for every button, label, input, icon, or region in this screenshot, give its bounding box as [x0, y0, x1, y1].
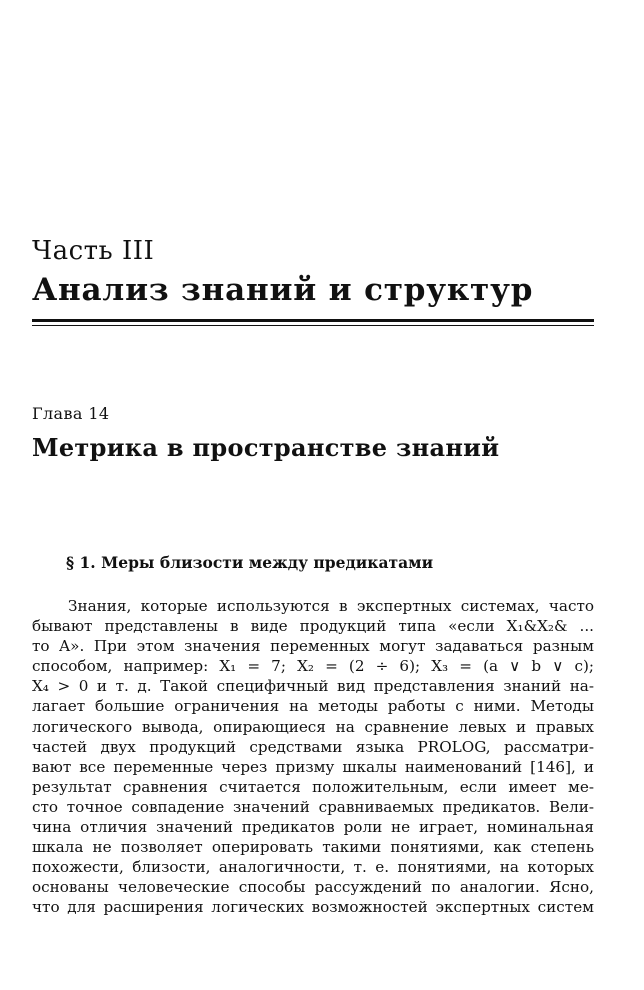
body-line: основаны человеческие способы рассуждений по аналогии. Ясно,: [32, 878, 594, 897]
body-line: результат сравнения считается положительным, если имеет ме-: [32, 777, 594, 796]
body-line: то A». При этом значения переменных могут задаваться разным: [32, 637, 594, 656]
body-line: бывают представлены в виде продукций типа «если X₁&X₂& ...: [32, 617, 594, 636]
body-line: похожести, близости, аналогичности, т. е. понятиями, на которых: [32, 858, 594, 877]
part-rule-thin: [32, 325, 594, 326]
body-line: что для расширения логических возможностей экспертных систем: [32, 898, 594, 917]
body-line: Знания, которые используются в экспертных системах, часто: [68, 597, 594, 615]
chapter-label: Глава 14: [32, 404, 110, 423]
body-line: логического вывода, опирающиеся на сравнение левых и правых: [32, 717, 594, 736]
body-line: лагает большие ограничения на методы работы с ними. Методы: [32, 697, 594, 716]
body-text: [32, 596, 594, 918]
book-page: [32, 0, 594, 990]
body-line: частей двух продукций средствами языка PROLOG, рассматри-: [32, 737, 594, 756]
body-line: сто точное совпадение значений сравниваемых предикатов. Вели-: [32, 797, 594, 816]
body-line: чина отличия значений предикатов роли не играет, номинальная: [32, 818, 594, 837]
part-title: Анализ знаний и структур: [32, 272, 534, 308]
body-line: вают все переменные через призму шкалы наименований [146], и: [32, 757, 594, 776]
chapter-title: Метрика в пространстве знаний: [32, 433, 500, 462]
body-line: X₄ > 0 и т. д. Такой специфичный вид представления знаний на-: [32, 677, 594, 696]
body-line: шкала не позволяет оперировать такими понятиями, как степень: [32, 838, 594, 857]
body-line: способом, например: X₁ = 7; X₂ = (2 ÷ 6); X₃ = (a ∨ b ∨ c);: [32, 657, 594, 676]
section-heading: § 1. Меры близости между предикатами: [66, 553, 434, 572]
part-rule-thick: [32, 319, 594, 322]
part-label: Часть III: [32, 236, 155, 266]
